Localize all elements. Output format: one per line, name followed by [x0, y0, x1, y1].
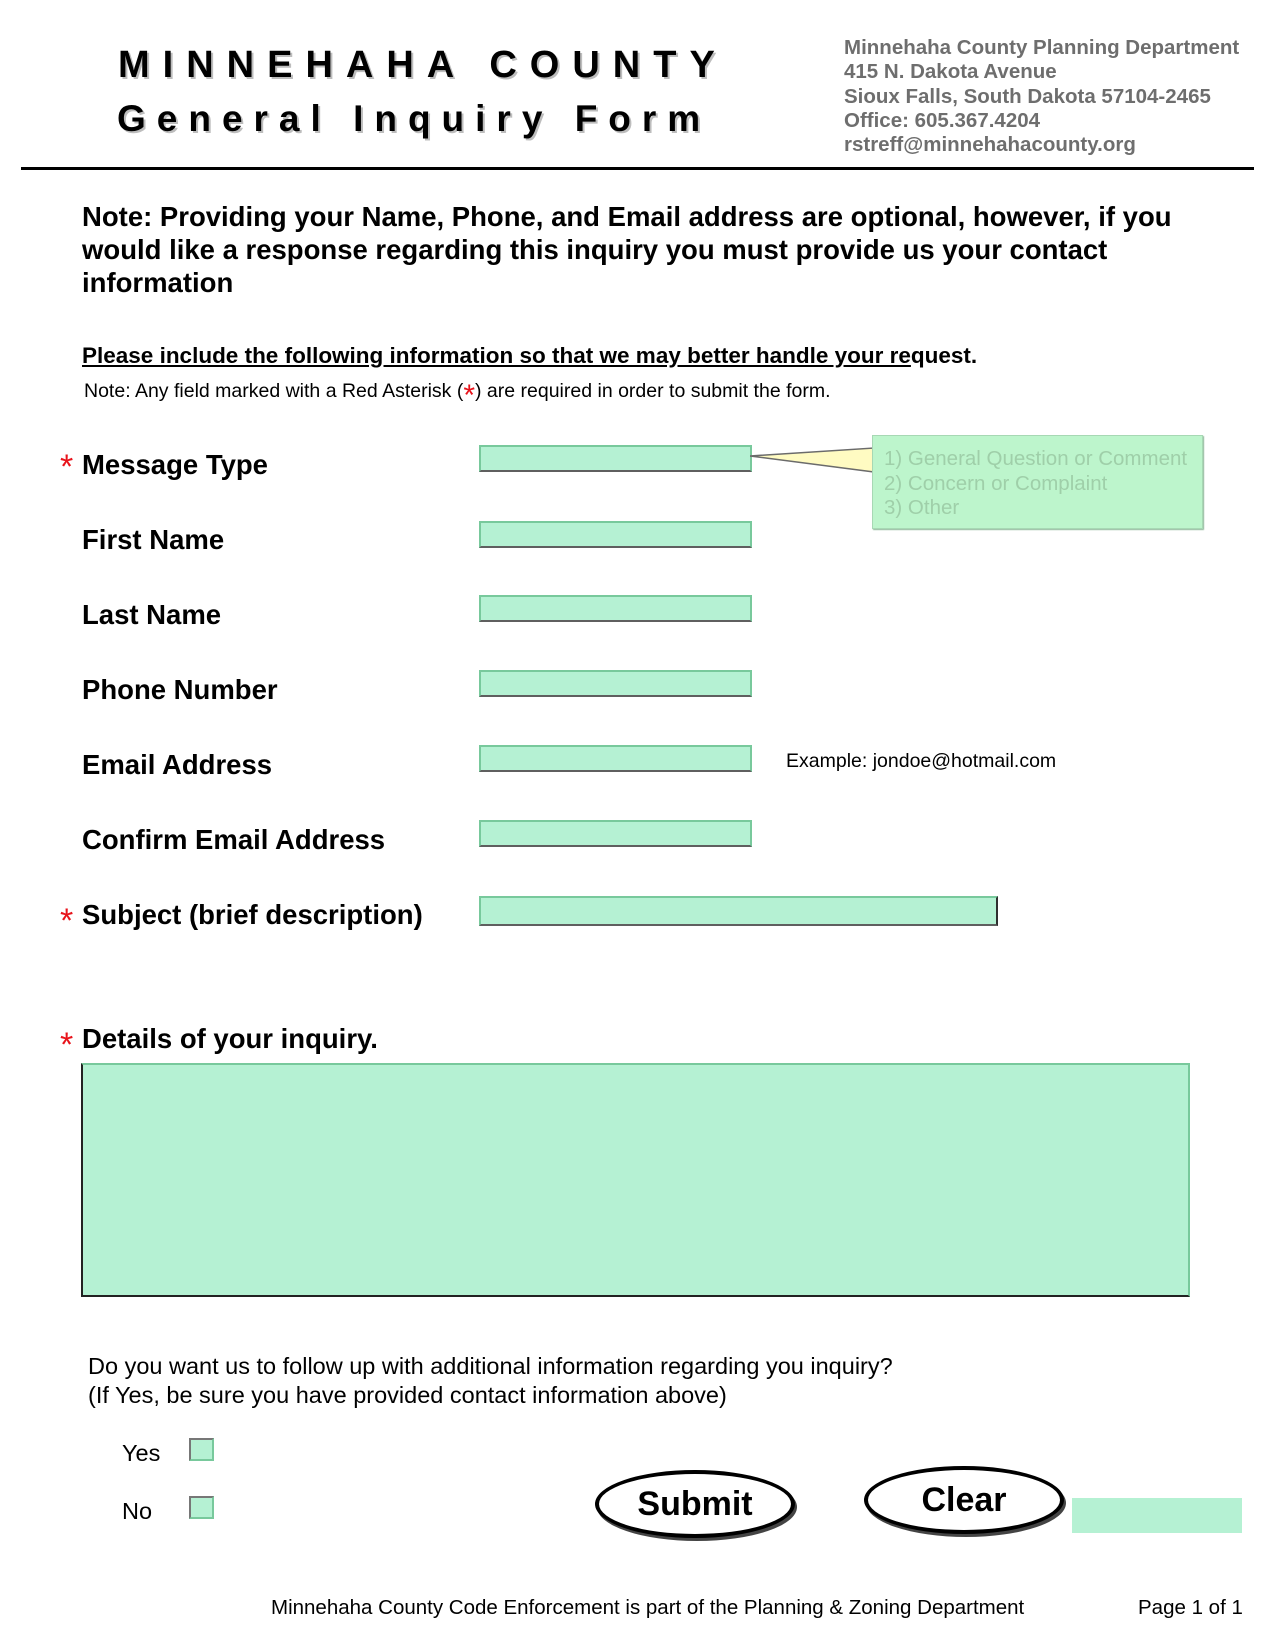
email-label: Email Address — [82, 749, 273, 780]
footer-text: Minnehaha County Code Enforcement is part of the Planning & Zoning Department — [271, 1596, 1025, 1619]
optional-contact-note: Note: Providing your Name, Phone, and Email address are optional, however, if you would like a response regarding this inquiry you must provide us your contact information — [82, 201, 1172, 298]
submit-button[interactable]: Submit — [595, 1470, 795, 1538]
instructions — [82, 343, 977, 369]
clear-button[interactable]: Clear — [864, 1466, 1064, 1534]
header-divider — [21, 167, 1254, 170]
subject-label: Subject (brief description) — [82, 899, 423, 930]
confirm-email-input[interactable] — [479, 820, 752, 847]
instructions-underlined: Please include the following information so that we may better handle your re — [82, 343, 911, 368]
address-email: rstreff@minnehahacounty.org — [844, 133, 1136, 157]
required-note-post: ) are required in order to submit the form. — [475, 380, 831, 402]
address-line: 415 N. Dakota Avenue — [844, 60, 1057, 84]
first-name-input[interactable] — [479, 521, 752, 548]
phone-input[interactable] — [479, 670, 752, 697]
required-asterisk-sample: * — [463, 379, 476, 412]
department-address — [844, 36, 1239, 157]
follow-up-hint: (If Yes, be sure you have provided contact information above) — [88, 1382, 727, 1408]
first-name-label: First Name — [82, 524, 225, 555]
email-input[interactable] — [479, 745, 752, 772]
details-textarea[interactable] — [81, 1063, 1190, 1297]
yes-checkbox[interactable] — [189, 1438, 214, 1461]
required-fields-note — [84, 379, 831, 412]
tooltip-option: 3) Other — [884, 496, 960, 519]
tooltip-option: 1) General Question or Comment — [884, 447, 1188, 470]
phone-label: Phone Number — [82, 674, 278, 705]
address-line: Minnehaha County Planning Department — [844, 36, 1240, 59]
tooltip-option: 2) Concern or Complaint — [884, 471, 1108, 495]
address-line: Sioux Falls, South Dakota 57104-2465 — [844, 84, 1211, 108]
follow-up-text: Do you want us to follow up with additional information regarding you inquiry? — [88, 1353, 893, 1379]
message-type-tooltip — [872, 435, 1203, 529]
no-label: No — [122, 1498, 153, 1524]
form-title-county: MINNEHAHA COUNTY — [118, 44, 728, 86]
required-asterisk: * — [60, 902, 74, 940]
message-type-input[interactable] — [479, 445, 752, 472]
required-asterisk: * — [60, 1026, 74, 1064]
last-name-input[interactable] — [479, 595, 752, 622]
email-example: Example: jondoe@hotmail.com — [786, 750, 1057, 772]
confirm-email-label: Confirm Email Address — [82, 824, 386, 855]
subject-input[interactable] — [479, 896, 998, 926]
no-checkbox[interactable] — [189, 1496, 214, 1519]
required-note-pre: Note: Any field marked with a Red Asterisk ( — [84, 380, 464, 402]
required-asterisk: * — [60, 448, 74, 486]
details-label: Details of your inquiry. — [82, 1023, 378, 1054]
yes-label: Yes — [122, 1440, 161, 1466]
page-number: Page 1 of 1 — [1138, 1596, 1243, 1619]
follow-up-question — [88, 1352, 893, 1410]
tooltip-pointer — [750, 444, 876, 474]
address-line: Office: 605.367.4204 — [844, 108, 1041, 132]
message-type-label: Message Type — [82, 449, 268, 480]
instructions-rest: quest. — [910, 343, 978, 368]
last-name-label: Last Name — [82, 599, 222, 630]
hidden-field[interactable] — [1072, 1498, 1242, 1533]
form-title: General Inquiry Form — [117, 98, 712, 139]
